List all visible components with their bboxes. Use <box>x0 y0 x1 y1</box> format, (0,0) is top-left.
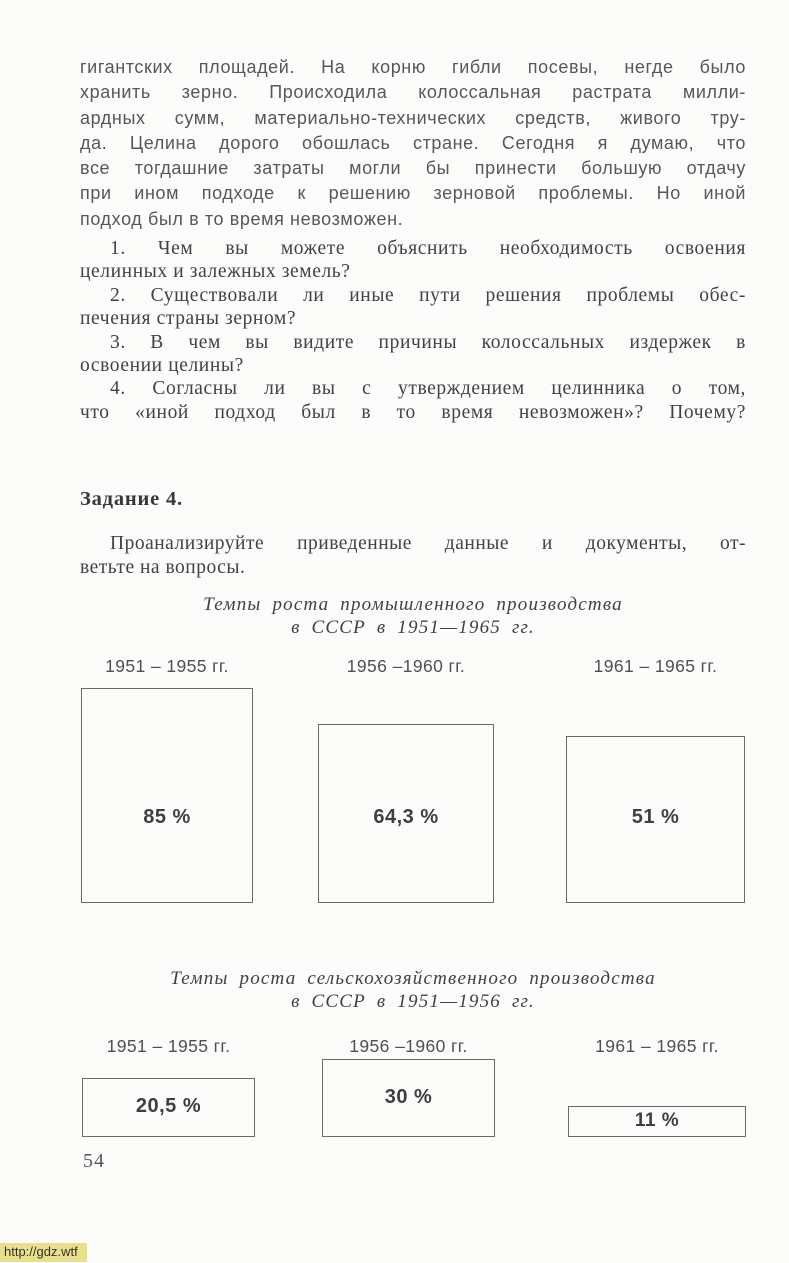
paragraph-line: гигантских площадей. На корню гибли посевы, негде было <box>80 57 746 77</box>
question-line: что «иной подход был в то время невозможен»? Почему? <box>80 401 746 423</box>
chart1-label-1951-1955: 1951 – 1955 гг. <box>105 656 229 676</box>
chart1-title-line: в СССР в 1951—1965 гг. <box>291 616 535 638</box>
chart1-value-label: 64,3 % <box>373 806 439 828</box>
paragraph-line: все тогдашние затраты могли бы принести большую отдачу <box>80 158 746 179</box>
question-line: 3. В чем вы видите причины колоссальных издержек в <box>110 331 746 353</box>
chart2-value-label: 30 % <box>384 1086 433 1108</box>
intro-paragraph <box>80 55 746 232</box>
chart1-value-label: 85 % <box>143 806 191 828</box>
chart2-title <box>80 968 746 1013</box>
chart1-label-1961-1965: 1961 – 1965 гг. <box>593 656 718 676</box>
instruction-line: ветьте на вопросы. <box>80 556 246 578</box>
task-instruction <box>80 532 746 579</box>
chart1-box-1951-1955 <box>81 688 253 903</box>
chart2-label-1951-1955: 1951 – 1955 гг. <box>106 1036 231 1056</box>
paragraph-line: да. Целина дорого обошлась стране. Сегодня я думаю, что <box>80 132 746 153</box>
question-line: 2. Существовали ли иные пути решения проблемы обес- <box>110 284 746 306</box>
chart1-title <box>80 594 746 639</box>
watermark-url: http://gdz.wtf <box>0 1243 87 1262</box>
question-line: 1. Чем вы можете объяснить необходимость освоения <box>110 238 746 259</box>
chart1-label-1956-1960: 1956 –1960 гг. <box>346 656 466 676</box>
questions-list <box>80 237 746 424</box>
question-line: печения страны зерном? <box>80 308 297 330</box>
chart2-value-label: 11 % <box>634 1110 680 1131</box>
paragraph-line: при ином подходе к решению зерновой проблемы. Но иной <box>80 183 746 204</box>
chart1-title-line: Темпы роста промышленного производства <box>203 594 623 615</box>
question-line: 4. Согласны ли вы с утверждением целинника о том, <box>110 378 746 400</box>
paragraph-line: хранить зерно. Происходила колоссальная растрата милли- <box>80 82 746 103</box>
chart2-value-label: 20,5 % <box>135 1095 202 1117</box>
paragraph-line: ардных сумм, материально-технических средств, живого тру- <box>80 107 746 128</box>
task-heading: Задание 4. <box>80 488 183 510</box>
chart2-title-line: в СССР в 1951—1956 гг. <box>291 990 535 1012</box>
chart1-value-label: 51 % <box>631 806 680 828</box>
chart2-title-line: Темпы роста сельскохозяйственного производства <box>170 968 656 989</box>
page-number: 54 <box>83 1150 105 1172</box>
chart2-label-1961-1965: 1961 – 1965 гг. <box>595 1036 719 1056</box>
paragraph-line: подход был в то время невозможен. <box>80 208 404 229</box>
instruction-line: Проанализируйте приведенные данные и документы, от- <box>110 533 746 554</box>
chart2-label-1956-1960: 1956 –1960 гг. <box>349 1036 468 1056</box>
question-line: целинных и залежных земель? <box>80 261 351 283</box>
question-line: освоении целины? <box>80 355 244 377</box>
